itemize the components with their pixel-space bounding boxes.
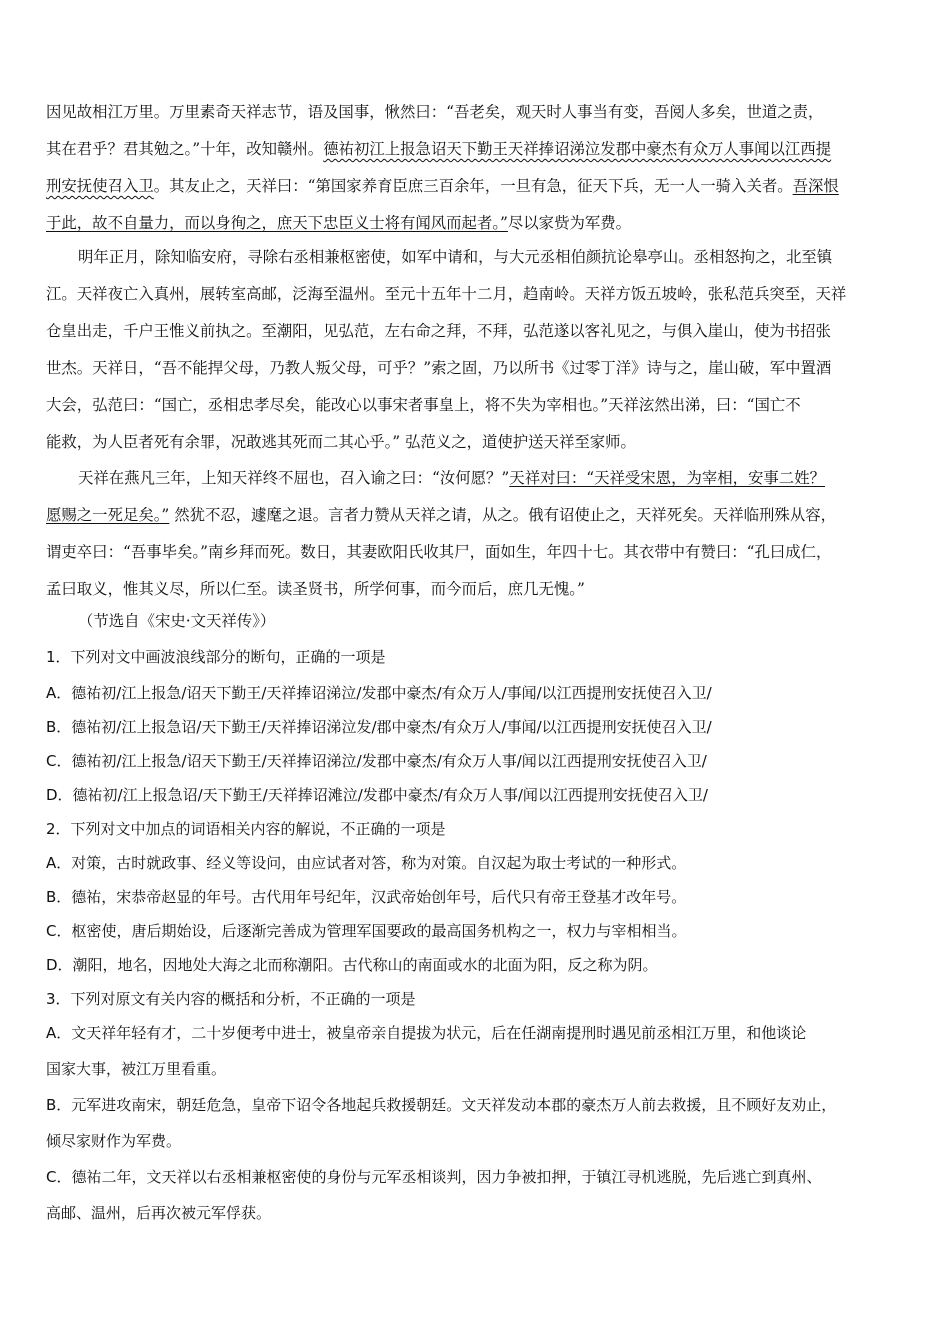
passage-line: 大会，弘范曰：“国亡，丞相忠孝尽矣，能改心以事宋者事皇上，将不失为宰相也。”天祥泫然出涕，曰：“国亡不 [46,396,801,414]
passage-line: 世杰。天祥日，“吾不能捍父母，乃教人叛父母，可乎？”索之固，乃以所书《过零丁洋》诗与之，崖山破，军中置酒 [46,359,832,377]
question-2-stem: 2．下列对文中加点的词语相关内容的解说，不正确的一项是 [46,820,446,838]
question-3-option-c: C．德祐二年，文天祥以右丞相兼枢密使的身份与元军丞相谈判，因力争被扣押，于镇江寻机逃脱，先后逃亡到真州、 [46,1168,822,1186]
passage-line: 江。天祥夜亡入真州，展转室高邮，泛海至温州。至元十五年十二月，趋南岭。天祥方饭五坡岭，张私范兵突至，天祥 [46,285,847,303]
passage-line: 仓皇出走，千户王惟义前执之。至潮阳，见弘范，左右命之拜，不拜，弘范遂以客礼见之，与俱入崖山，使为书招张 [46,322,831,340]
passage-line: 于此，故不自量力，而以身徇之，庶天下忠臣义士将有闻风而起者。”尽以家赀为军费。 [46,214,632,232]
passage-line: 明年正月，除知临安府，寻除右丞相兼枢密使，如军中请和，与大元丞相伯颜抗论皋亭山。丞相怒拘之，北至镇 [78,248,833,266]
question-1-option-a: A．德祐初/江上报急/诏天下勤王/天祥捧诏涕泣/发郡中豪杰/有众万人/事闻/以江西提刑安抚使召入卫/ [46,684,712,702]
passage-line: 天祥在燕凡三年，上知天祥终不屈也，召入谕之曰：“汝何愿？”天祥对曰：“天祥受宋恩，为宰相，安事二姓？ [78,469,825,487]
question-1-option-d: D．德祐初/江上报急诏/天下勤王/天祥捧诏滩泣/发郡中豪杰/有众万人事/闻以江西提刑安抚使召入卫/ [46,786,708,804]
question-2-option-d: D．潮阳，地名，因地处大海之北而称潮阳。古代称山的南面或水的北面为阳，反之称为阴。 [46,956,658,974]
passage-line: 刑安抚使召入卫。其友止之，天祥曰：“第国家养育臣庶三百余年，一旦有急，征天下兵，无一人一骑入关者。吾深恨 [46,177,839,195]
question-3-option-b: B．元军进攻南宋，朝廷危急，皇帝下诏令各地起兵救援朝廷。文天祥发动本郡的豪杰万人前去救援，且不顾好友劝止， [46,1096,837,1114]
passage-line: 其在君乎？君其勉之。”十年，改知赣州。德祐初江上报急诏天下勤王天祥捧诏涕泣发郡中豪杰有众万人事闻以江西提 [46,140,832,158]
passage-line: 孟曰取义，惟其义尽，所以仁至。读圣贤书，所学何事，而今而后，庶几无愧。” [46,580,585,598]
underlined-text: 天祥对曰：“天祥受宋恩，为宰相，安事二姓？ [509,469,825,487]
wavy-underline-text: 刑安抚使召入卫 [46,177,154,195]
question-3-option-c-cont: 高邮、温州，后再次被元军俘获。 [46,1204,272,1222]
question-3-option-a-cont: 国家大事，被江万里看重。 [46,1060,227,1078]
underlined-text: 吾深恨 [792,177,839,195]
passage-line: 因见故相江万里。万里素奇天祥志节，语及国事，愀然曰：“吾老矣，观天时人事当有变，吾阅人多矣，世道之责， [46,103,824,121]
question-3-stem: 3．下列对原文有关内容的概括和分析，不正确的一项是 [46,990,416,1008]
passage-line: 愿赐之一死足矣。” 然犹不忍，遽麾之退。言者力赞从天祥之请，从之。俄有诏使止之，天祥死矣。天祥临刑殊从容， [46,506,836,524]
question-3-option-a: A．文天祥年轻有才，二十岁便考中进士，被皇帝亲自提拔为状元，后在任湖南提刑时遇见前丞相江万里，和他谈论 [46,1024,807,1042]
passage-line: 谓吏卒曰：“吾事毕矣。”南乡拜而死。数日，其妻欧阳氏收其尸，面如生，年四十七。其衣带中有赞曰：“孔曰成仁， [46,543,832,561]
question-1-option-b: B．德祐初/江上报急诏/天下勤王/天祥捧诏涕泣发/郡中豪杰/有众万人/事闻/以江西提刑安抚使召入卫/ [46,718,712,736]
question-1-stem: 1．下列对文中画波浪线部分的断句，正确的一项是 [46,648,386,666]
question-2-option-b: B．德祐，宋恭帝赵显的年号。古代用年号纪年，汉武帝始创年号，后代只有帝王登基才改年号。 [46,888,687,906]
underlined-text: 于此，故不自量力，而以身徇之，庶天下忠臣义士将有闻风而起者。” [46,214,508,232]
wavy-underline-text: 德祐初江上报急诏天下勤王天祥捧诏涕泣发郡中豪杰有众万人事闻以江西提 [323,140,832,158]
question-1-option-c: C．德祐初/江上报急/诏天下勤王/天祥捧诏涕泣/发郡中豪杰/有众万人事/闻以江西提刑安抚使召入卫/ [46,752,707,770]
question-2-option-a: A．对策，古时就政事、经义等设问，由应试者对答，称为对策。自汉起为取士考试的一种形式。 [46,854,687,872]
underlined-text: 愿赐之一死足矣。” [46,506,170,524]
passage-line: 能救，为人臣者死有余罪，况敢逃其死而二其心乎。” 弘范义之，道使护送天祥至家师。 [46,433,636,451]
question-2-option-c: C．枢密使，唐后期始设，后逐渐完善成为管理军国要政的最高国务机构之一，权力与宰相相当。 [46,922,687,940]
question-3-option-b-cont: 倾尽家财作为军费。 [46,1132,182,1150]
passage-source: （节选自《宋史·文天祥传》） [78,612,276,630]
